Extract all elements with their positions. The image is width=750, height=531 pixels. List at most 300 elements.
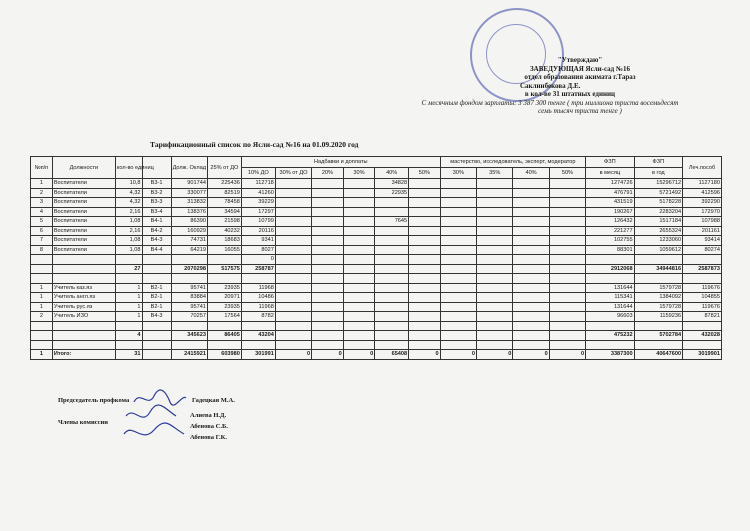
- header-p40: 40%: [375, 168, 409, 179]
- cell-cat: [142, 350, 171, 360]
- cell-cat: В3-1: [142, 179, 171, 189]
- cell-p25: 16055: [207, 245, 241, 255]
- cell-fzy: 40647600: [634, 350, 682, 360]
- cell-salary: 86390: [171, 217, 207, 227]
- cell-m40: [513, 217, 549, 227]
- cell-m35: [477, 283, 513, 293]
- cell-p25: 86405: [207, 331, 241, 341]
- cell-pos: Учитель каз.яз: [52, 283, 115, 293]
- cell-m30: [440, 331, 476, 341]
- cell-p40: 7645: [375, 217, 409, 227]
- table-row-empty: [31, 274, 722, 284]
- cell-units: 2,16: [115, 226, 142, 236]
- cell-p25: [207, 274, 241, 284]
- header-num: №п/п: [31, 157, 53, 179]
- cell-m50: [549, 255, 585, 265]
- cell-p30: [343, 274, 375, 284]
- cell-fzm: 190267: [586, 207, 634, 217]
- cell-bonus: [683, 340, 722, 350]
- cell-pos: Воспитатели: [52, 217, 115, 227]
- cell-salary: 901744: [171, 179, 207, 189]
- cell-p10: [241, 274, 275, 284]
- header-fzp-month: ФЗП: [586, 157, 634, 168]
- cell-p25: 40232: [207, 226, 241, 236]
- cell-m40: [513, 207, 549, 217]
- cell-bonus: [683, 255, 722, 265]
- cell-p40: [375, 274, 409, 284]
- cell-bonus: 172970: [683, 207, 722, 217]
- cell-m35: [477, 255, 513, 265]
- cell-m35: [477, 226, 513, 236]
- cell-m35: [477, 179, 513, 189]
- cell-p30: [343, 283, 375, 293]
- cell-p50: [409, 302, 441, 312]
- cell-units: 10,8: [115, 179, 142, 189]
- header-p10: 10% ДО: [241, 168, 275, 179]
- cell-p10: [241, 321, 275, 331]
- approval-line-4: Саклинбекова Д.Е.: [520, 81, 581, 90]
- cell-p40: [375, 245, 409, 255]
- header-p30: 30%: [343, 168, 375, 179]
- cell-m35: [477, 321, 513, 331]
- cell-n: 1: [31, 350, 53, 360]
- cell-p20: [312, 274, 344, 284]
- cell-salary: 345623: [171, 331, 207, 341]
- cell-m50: [549, 274, 585, 284]
- cell-p20: [312, 226, 344, 236]
- members-signatures: [120, 404, 190, 450]
- cell-fzm: 88301: [586, 245, 634, 255]
- cell-cat: В2-1: [142, 302, 171, 312]
- cell-p50: [409, 217, 441, 227]
- cell-p10: 8782: [241, 312, 275, 322]
- approval-line-6: С месячным фондом зарплаты: 3 387 300 тенге ( три миллиона триста восемьдесят: [421, 98, 679, 107]
- cell-fzm: 102755: [586, 236, 634, 246]
- cell-n: [31, 264, 53, 274]
- cell-m30: [440, 274, 476, 284]
- cell-m50: [549, 331, 585, 341]
- cell-pos: [52, 331, 115, 341]
- cell-units: 1: [115, 312, 142, 322]
- cell-m35: [477, 312, 513, 322]
- cell-salary: 313832: [171, 198, 207, 208]
- cell-fzy: 5721492: [634, 188, 682, 198]
- cell-p30: [343, 255, 375, 265]
- header-m40: 40%: [513, 168, 549, 179]
- cell-m30: [440, 217, 476, 227]
- cell-p50: 0: [409, 350, 441, 360]
- cell-bonus: 201161: [683, 226, 722, 236]
- cell-p30do: [275, 331, 311, 341]
- cell-p30: [343, 302, 375, 312]
- cell-cat: [142, 321, 171, 331]
- cell-m50: [549, 340, 585, 350]
- cell-salary: [171, 340, 207, 350]
- cell-units: 4,32: [115, 188, 142, 198]
- cell-n: [31, 321, 53, 331]
- cell-p40: [375, 312, 409, 322]
- cell-p50: [409, 245, 441, 255]
- cell-salary: [171, 255, 207, 265]
- cell-salary: 138376: [171, 207, 207, 217]
- cell-p30: [343, 331, 375, 341]
- cell-p30do: [275, 312, 311, 322]
- cell-m50: [549, 302, 585, 312]
- cell-units: 1,08: [115, 217, 142, 227]
- cell-n: [31, 331, 53, 341]
- cell-p10: 0: [241, 255, 275, 265]
- cell-n: [31, 274, 53, 284]
- cell-p40: [375, 302, 409, 312]
- table-row: [31, 293, 722, 303]
- cell-pos: Воспитатели: [52, 179, 115, 189]
- approval-line-1: "Утверждаю": [557, 56, 603, 64]
- approval-line-5: в кол-ве 31 штатных единиц: [524, 90, 616, 98]
- table-row: [31, 302, 722, 312]
- header-m30: 30%: [440, 168, 476, 179]
- cell-p25: 34594: [207, 207, 241, 217]
- cell-p20: [312, 198, 344, 208]
- cell-p20: [312, 188, 344, 198]
- cell-p25: 517575: [207, 264, 241, 274]
- cell-p30: [343, 236, 375, 246]
- table-row-subtotal: [31, 331, 722, 341]
- cell-salary: 160929: [171, 226, 207, 236]
- header-fzp-year: ФЗП: [634, 157, 682, 168]
- table-row: [31, 312, 722, 322]
- cell-m35: [477, 274, 513, 284]
- cell-m30: [440, 207, 476, 217]
- cell-p50: [409, 283, 441, 293]
- cell-p40: [375, 207, 409, 217]
- cell-m50: [549, 207, 585, 217]
- cell-salary: 70257: [171, 312, 207, 322]
- cell-n: 1: [31, 179, 53, 189]
- cell-bonus: 2587873: [683, 264, 722, 274]
- cell-m40: [513, 179, 549, 189]
- cell-m35: [477, 245, 513, 255]
- cell-bonus: 104855: [683, 293, 722, 303]
- cell-m40: [513, 340, 549, 350]
- cell-p50: [409, 188, 441, 198]
- header-p50: 50%: [409, 168, 441, 179]
- cell-p30: [343, 198, 375, 208]
- cell-bonus: [683, 321, 722, 331]
- cell-p20: [312, 293, 344, 303]
- cell-p30: [343, 312, 375, 322]
- cell-fzm: 475232: [586, 331, 634, 341]
- cell-p30do: [275, 321, 311, 331]
- cell-fzm: 1274726: [586, 179, 634, 189]
- cell-p25: 82519: [207, 188, 241, 198]
- cell-n: 6: [31, 226, 53, 236]
- cell-m35: [477, 331, 513, 341]
- cell-p30do: [275, 293, 311, 303]
- header-pct25: 25% от ДО: [207, 157, 241, 179]
- approval-block: [400, 56, 700, 116]
- cell-p25: [207, 340, 241, 350]
- cell-p50: [409, 331, 441, 341]
- table-row: [31, 198, 722, 208]
- cell-m50: [549, 236, 585, 246]
- cell-p40: 65408: [375, 350, 409, 360]
- cell-m50: [549, 264, 585, 274]
- table-row-empty: [31, 321, 722, 331]
- cell-fzy: 1233060: [634, 236, 682, 246]
- cell-p10: [241, 340, 275, 350]
- cell-p30do: [275, 302, 311, 312]
- cell-p40: 34828: [375, 179, 409, 189]
- cell-p25: 17564: [207, 312, 241, 322]
- cell-p10: 41260: [241, 188, 275, 198]
- cell-n: 1: [31, 283, 53, 293]
- cell-n: [31, 255, 53, 265]
- cell-n: 7: [31, 236, 53, 246]
- cell-units: 1,08: [115, 245, 142, 255]
- cell-m40: [513, 236, 549, 246]
- cell-p50: [409, 255, 441, 265]
- cell-cat: В3-3: [142, 198, 171, 208]
- member-2: Абенова С.Б.: [190, 423, 228, 430]
- cell-p30: [343, 340, 375, 350]
- cell-pos: [52, 264, 115, 274]
- header-year: в год: [634, 168, 682, 179]
- cell-fzy: 15296712: [634, 179, 682, 189]
- cell-units: [115, 340, 142, 350]
- cell-p25: 23935: [207, 283, 241, 293]
- cell-units: 31: [115, 350, 142, 360]
- table-row: [31, 179, 722, 189]
- cell-fzm: 2912068: [586, 264, 634, 274]
- header-month: в месяц: [586, 168, 634, 179]
- cell-bonus: 392290: [683, 198, 722, 208]
- cell-m50: [549, 217, 585, 227]
- cell-p50: [409, 312, 441, 322]
- cell-m30: 0: [440, 350, 476, 360]
- cell-m40: [513, 188, 549, 198]
- cell-m50: [549, 179, 585, 189]
- cell-p25: 603980: [207, 350, 241, 360]
- cell-salary: 2415921: [171, 350, 207, 360]
- cell-m30: [440, 236, 476, 246]
- approval-line-3: отдел образования акимата г.Тараз: [524, 73, 636, 81]
- cell-p30: [343, 264, 375, 274]
- cell-p20: [312, 236, 344, 246]
- header-mastery: мастерство, исследователь, эксперт, модератор: [440, 157, 585, 168]
- cell-fzy: 1579728: [634, 283, 682, 293]
- cell-p30do: [275, 264, 311, 274]
- table-row: [31, 245, 722, 255]
- cell-p30do: 0: [275, 350, 311, 360]
- cell-p20: [312, 264, 344, 274]
- cell-n: 2: [31, 312, 53, 322]
- cell-n: 1: [31, 302, 53, 312]
- cell-units: 2,16: [115, 207, 142, 217]
- approval-line-7: семь тысяч триста тенге ): [538, 107, 622, 115]
- cell-pos: [52, 340, 115, 350]
- cell-p10: 11968: [241, 283, 275, 293]
- table-row: [31, 236, 722, 246]
- cell-p30: 0: [343, 350, 375, 360]
- cell-p20: [312, 321, 344, 331]
- cell-n: [31, 340, 53, 350]
- cell-cat: [142, 274, 171, 284]
- header-allowances: Надбавки и доплаты: [241, 157, 440, 168]
- cell-fzm: 476791: [586, 188, 634, 198]
- cell-m50: [549, 293, 585, 303]
- cell-fzy: 5178228: [634, 198, 682, 208]
- cell-fzy: 5702784: [634, 331, 682, 341]
- cell-fzm: 131644: [586, 283, 634, 293]
- cell-m40: [513, 245, 549, 255]
- cell-p10: 112718: [241, 179, 275, 189]
- cell-cat: [142, 264, 171, 274]
- cell-fzm: [586, 340, 634, 350]
- table-row-total: [31, 350, 722, 360]
- cell-cat: В4-1: [142, 217, 171, 227]
- cell-n: 2: [31, 188, 53, 198]
- cell-n: 5: [31, 217, 53, 227]
- cell-p40: [375, 236, 409, 246]
- cell-pos: Итого:: [52, 350, 115, 360]
- cell-p30do: [275, 188, 311, 198]
- cell-m35: 0: [477, 350, 513, 360]
- cell-m30: [440, 312, 476, 322]
- header-m50: 50%: [549, 168, 585, 179]
- cell-fzy: 1517184: [634, 217, 682, 227]
- cell-m40: [513, 198, 549, 208]
- cell-fzm: 3387300: [586, 350, 634, 360]
- cell-p10: 10799: [241, 217, 275, 227]
- cell-salary: [171, 321, 207, 331]
- cell-p25: [207, 321, 241, 331]
- cell-p30do: [275, 274, 311, 284]
- cell-units: 1,08: [115, 236, 142, 246]
- cell-p40: [375, 283, 409, 293]
- cell-m35: [477, 188, 513, 198]
- cell-m35: [477, 340, 513, 350]
- table-row-subtotal: [31, 264, 722, 274]
- cell-p10: 9341: [241, 236, 275, 246]
- cell-p10: 39229: [241, 198, 275, 208]
- cell-pos: Воспитатели: [52, 188, 115, 198]
- cell-p20: [312, 179, 344, 189]
- approval-line-2: ЗАВЕДУЮЩАЯ Ясли-сад №16: [529, 64, 631, 73]
- cell-p20: [312, 283, 344, 293]
- cell-p25: 225436: [207, 179, 241, 189]
- cell-p30do: [275, 236, 311, 246]
- table-row: [31, 283, 722, 293]
- cell-bonus: 412596: [683, 188, 722, 198]
- cell-m30: [440, 340, 476, 350]
- header-salary: Долж. Оклад: [171, 157, 207, 179]
- cell-m50: [549, 188, 585, 198]
- table-row: [31, 217, 722, 227]
- cell-pos: Учитель рус.яз: [52, 302, 115, 312]
- cell-fzy: 2655324: [634, 226, 682, 236]
- cell-m50: [549, 312, 585, 322]
- cell-m50: [549, 245, 585, 255]
- cell-fzm: 96603: [586, 312, 634, 322]
- cell-p20: [312, 331, 344, 341]
- cell-m35: [477, 207, 513, 217]
- cell-pos: [52, 255, 115, 265]
- cell-units: [115, 255, 142, 265]
- cell-fzm: 431519: [586, 198, 634, 208]
- cell-cat: В2-1: [142, 293, 171, 303]
- cell-p25: [207, 255, 241, 265]
- cell-salary: 2070298: [171, 264, 207, 274]
- cell-bonus: 93414: [683, 236, 722, 246]
- cell-p20: [312, 340, 344, 350]
- cell-units: 4,32: [115, 198, 142, 208]
- cell-fzm: 221277: [586, 226, 634, 236]
- cell-m40: [513, 274, 549, 284]
- cell-bonus: 107988: [683, 217, 722, 227]
- chair-name: Гадецкая М.А.: [192, 397, 235, 404]
- cell-p50: [409, 226, 441, 236]
- cell-p30: [343, 217, 375, 227]
- cell-bonus: 119676: [683, 302, 722, 312]
- cell-pos: Воспитатели: [52, 236, 115, 246]
- cell-p30do: [275, 217, 311, 227]
- cell-fzm: 115341: [586, 293, 634, 303]
- cell-fzy: [634, 340, 682, 350]
- cell-p25: 78458: [207, 198, 241, 208]
- cell-m50: [549, 321, 585, 331]
- cell-p10: 10486: [241, 293, 275, 303]
- cell-m40: [513, 302, 549, 312]
- cell-cat: В4-3: [142, 312, 171, 322]
- cell-m30: [440, 179, 476, 189]
- header-m35: 35%: [477, 168, 513, 179]
- cell-bonus: 119676: [683, 283, 722, 293]
- cell-pos: Воспитатели: [52, 245, 115, 255]
- cell-n: 3: [31, 198, 53, 208]
- cell-m40: [513, 255, 549, 265]
- cell-salary: 95741: [171, 302, 207, 312]
- header-bonus: Леч.пособ: [683, 157, 722, 179]
- cell-cat: [142, 331, 171, 341]
- cell-m40: 0: [513, 350, 549, 360]
- table-row-zero: [31, 255, 722, 265]
- cell-pos: Учитель англ.яз: [52, 293, 115, 303]
- cell-p10: 43204: [241, 331, 275, 341]
- cell-p30: [343, 245, 375, 255]
- cell-m40: [513, 293, 549, 303]
- header-position: Должности: [52, 157, 115, 179]
- cell-units: 27: [115, 264, 142, 274]
- cell-pos: [52, 274, 115, 284]
- table-body: [31, 179, 722, 360]
- header-units: кол-во единиц: [115, 157, 142, 179]
- chair-label: Председатель профкома: [58, 397, 130, 404]
- cell-cat: В3-2: [142, 188, 171, 198]
- cell-fzm: [586, 321, 634, 331]
- cell-m30: [440, 226, 476, 236]
- cell-n: 8: [31, 245, 53, 255]
- cell-p30do: [275, 179, 311, 189]
- cell-p10: 258787: [241, 264, 275, 274]
- cell-p30: [343, 321, 375, 331]
- cell-p10: 17297: [241, 207, 275, 217]
- cell-p30do: [275, 340, 311, 350]
- cell-p50: [409, 321, 441, 331]
- member-3: Абенова Г.К.: [190, 434, 227, 441]
- cell-p10: 301991: [241, 350, 275, 360]
- cell-p50: [409, 293, 441, 303]
- cell-p40: [375, 293, 409, 303]
